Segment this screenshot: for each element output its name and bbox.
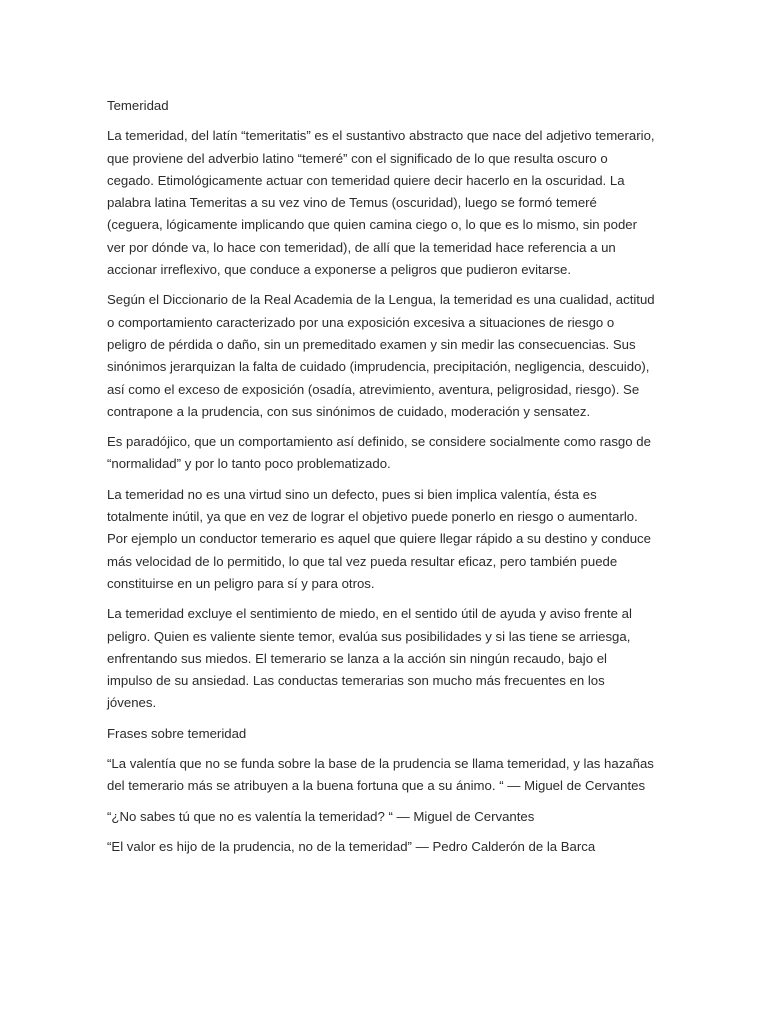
- document-title: Temeridad: [107, 98, 169, 113]
- document-page: [107, 95, 655, 866]
- paragraph-defect: La temeridad no es una virtud sino un defecto, pues si bien implica valentía, ésta es totalmente inútil, ya que en vez de lograr el objetivo puede ponerlo en riesgo o aumentarlo. Por ejemplo un conductor temerario es aquel que quiere llegar rápido a su destino y conduce más velocidad de lo permitido, lo que tal vez pueda resultar eficaz, pero también puede constituirse en un peligro para sí y para otros.: [107, 486, 651, 591]
- quote-item: “La valentía que no se funda sobre la base de la prudencia se llama temeridad, y las hazañas del temerario más se atribuyen a la buena fortuna que a su ánimo. “ — Miguel de Cervantes: [107, 756, 654, 794]
- paragraph-etymology: La temeridad, del latín “temeritatis” es el sustantivo abstracto que nace del adjetivo temerario, que proviene del adverbio latino “temeré” con el significado de lo que resulta oscuro o cegado. Etimológicamente actuar con temeridad quiere decir hacerlo en la oscuridad. La palabra latina Temeritas a su vez vino de Temus (oscuridad), luego se formó temeré (ceguera, lógicamente implicando que quien camina ciego o, lo que es lo mismo, sin poder ver por dónde va, lo hace con temeridad), de allí que la temeridad hace referencia a un accionar irreflexivo, que conduce a exponerse a peligros que pudieron evitarse.: [107, 128, 655, 278]
- paragraph-definition: Según el Diccionario de la Real Academia de la Lengua, la temeridad es una cualidad, actitud o comportamiento caracterizado por una exposición excesiva a situaciones de riesgo o peligro de pérdida o daño, sin un premeditado examen y sin medir las consecuencias. Sus sinónimos jerarquizan la falta de cuidado (imprudencia, precipitación, negligencia, descuido), así como el exceso de exposición (osadía, atrevimiento, aventura, peligrosidad, riesgo). Se contrapone a la prudencia, con sus sinónimos de cuidado, moderación y sensatez.: [107, 292, 655, 419]
- quote-item: “El valor es hijo de la prudencia, no de la temeridad” — Pedro Calderón de la Barca: [107, 838, 596, 854]
- paragraph-paradox: Es paradójico, que un comportamiento así definido, se considere socialmente como rasgo de “normalidad” y por lo tanto poco problematizado.: [107, 434, 651, 472]
- quotes-heading: Frases sobre temeridad: [107, 725, 247, 741]
- quote-item: “¿No sabes tú que no es valentía la temeridad? “ — Miguel de Cervantes: [107, 808, 535, 824]
- paragraph-fear: La temeridad excluye el sentimiento de miedo, en el sentido útil de ayuda y aviso frente al peligro. Quien es valiente siente temor, evalúa sus posibilidades y si las tiene se arriesga, enfrentando sus miedos. El temerario se lanza a la acción sin ningún recaudo, bajo el impulso de su ansiedad. Las conductas temerarias son mucho más frecuentes en los jóvenes.: [107, 606, 632, 711]
